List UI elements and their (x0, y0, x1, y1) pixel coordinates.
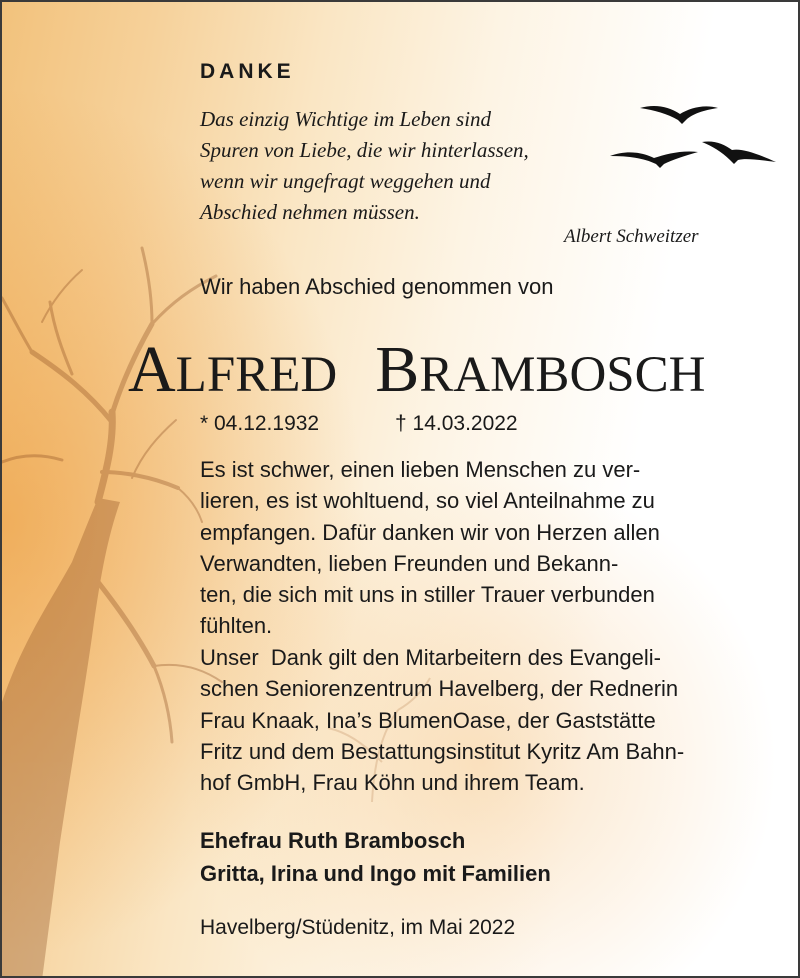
first-name-rest: LFRED (175, 347, 338, 403)
paragraph-line: Unser Dank gilt den Mitarbeitern des Evangeli- (200, 645, 662, 670)
quote-line: Das einzig Wichtige im Leben sind (200, 107, 492, 131)
last-name-rest: RAMBOSCH (419, 347, 706, 403)
first-name-initial: A (128, 333, 176, 406)
paragraph-line: fühlten. (200, 613, 273, 639)
quote-line: Spuren von Liebe, die wir hinterlassen, (200, 138, 529, 162)
quote-author: Albert Schweitzer (564, 226, 699, 247)
quote (200, 104, 529, 228)
quote-line: wenn wir ungefragt weggehen und (200, 169, 491, 193)
deceased-name (128, 330, 706, 415)
paragraph-line: schen Seniorenzentrum Havelberg, der Rednerin (200, 676, 679, 702)
paragraph-line: empfangen. Dafür danken wir von Herzen allen (200, 519, 660, 545)
paragraph-line: Es ist schwer, einen lieben Menschen zu ver- (200, 457, 641, 482)
heading-danke: DANKE (200, 60, 295, 83)
death-date: † 14.03.2022 (395, 412, 518, 435)
thanks-paragraph (200, 454, 740, 642)
paragraph-line: Verwandten, lieben Freunden und Bekann- (200, 550, 619, 576)
signature-line: Ehefrau Ruth Brambosch (200, 828, 466, 853)
signature-line: Gritta, Irina und Ingo mit Familien (200, 861, 551, 886)
last-name-initial: B (375, 333, 420, 406)
birth-date: * 04.12.1932 (200, 412, 320, 435)
paragraph-line: Fritz und dem Bestattungsinstitut Kyritz Am Bahn- (200, 738, 685, 764)
acknowledgement-paragraph (200, 642, 740, 798)
quote-line: Abschied nehmen müssen. (200, 200, 420, 224)
intro-text: Wir haben Abschied genommen von (200, 274, 554, 299)
paragraph-line: Frau Knaak, Ina’s BlumenOase, der Gaststätte (200, 707, 656, 733)
place-date: Havelberg/Stüdenitz, im Mai 2022 (200, 916, 516, 939)
paragraph-line: lieren, es ist wohltuend, so viel Anteilnahme zu (200, 488, 655, 514)
paragraph-line: hof GmbH, Frau Köhn und ihrem Team. (200, 770, 585, 796)
flying-birds-icon (602, 98, 792, 178)
signatures (200, 824, 551, 890)
paragraph-line: ten, die sich mit uns in stiller Trauer verbunden (200, 582, 655, 608)
